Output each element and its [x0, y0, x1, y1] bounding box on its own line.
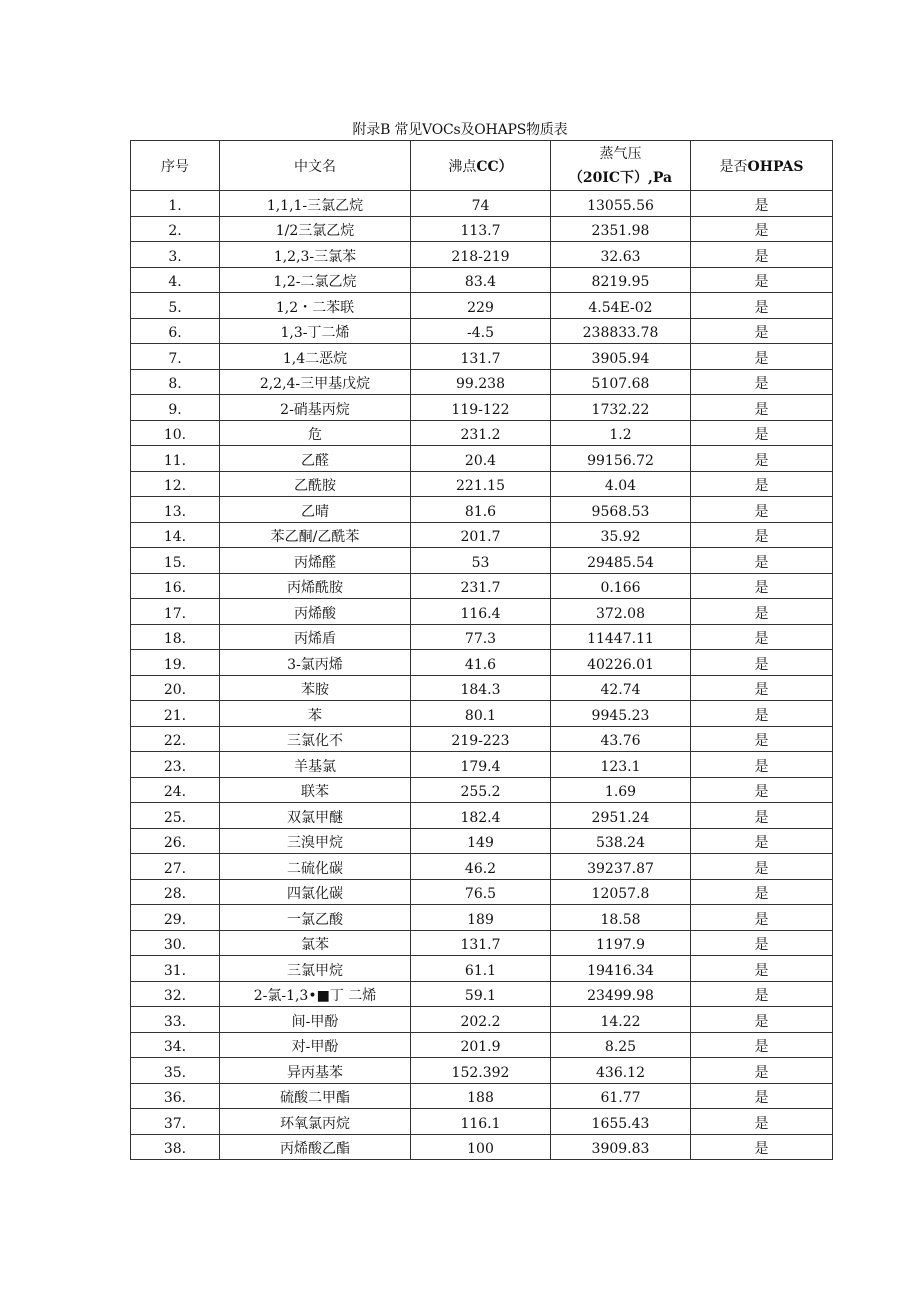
- cell-ohpas: 是: [691, 956, 833, 982]
- cell-boiling-point: 59.1: [411, 981, 551, 1007]
- header-is-ohpas-prefix: 是否: [719, 158, 748, 175]
- cell-boiling-point: -4.5: [411, 318, 551, 344]
- cell-ohpas: 是: [691, 242, 833, 268]
- header-is-ohpas-acronym: OHPAS: [747, 158, 804, 175]
- cell-boiling-point: 116.4: [411, 599, 551, 625]
- cell-boiling-point: 189: [411, 905, 551, 931]
- header-boiling-point: [411, 141, 551, 191]
- table-header: [131, 141, 833, 191]
- cell-index: 13.: [131, 497, 220, 523]
- cell-vapor-pressure: 9945.23: [551, 701, 691, 727]
- table-row: [131, 573, 833, 599]
- cell-boiling-point: 131.7: [411, 930, 551, 956]
- table-row: [131, 981, 833, 1007]
- cell-ohpas: 是: [691, 803, 833, 829]
- cell-vapor-pressure: 43.76: [551, 726, 691, 752]
- cell-boiling-point: 61.1: [411, 956, 551, 982]
- cell-vapor-pressure: 9568.53: [551, 497, 691, 523]
- cell-ohpas: 是: [691, 599, 833, 625]
- cell-boiling-point: 149: [411, 828, 551, 854]
- cell-name: 1,2,3-三氯苯: [220, 242, 411, 268]
- cell-boiling-point: 81.6: [411, 497, 551, 523]
- cell-ohpas: 是: [691, 1007, 833, 1033]
- table-row: [131, 267, 833, 293]
- cell-index: 27.: [131, 854, 220, 880]
- header-boiling-point-unit: CC）: [476, 158, 513, 175]
- table-row: [131, 369, 833, 395]
- cell-boiling-point: 218-219: [411, 242, 551, 268]
- cell-name: 苯乙酮/乙酰苯: [220, 522, 411, 548]
- cell-name: 丙烯醛: [220, 548, 411, 574]
- cell-index: 18.: [131, 624, 220, 650]
- voc-table: [130, 140, 833, 1160]
- table-row: [131, 726, 833, 752]
- cell-boiling-point: 221.15: [411, 471, 551, 497]
- cell-vapor-pressure: 23499.98: [551, 981, 691, 1007]
- cell-ohpas: 是: [691, 675, 833, 701]
- header-name: 中文名: [220, 141, 411, 191]
- table-row: [131, 1007, 833, 1033]
- cell-name: 环氧氯丙烷: [220, 1109, 411, 1135]
- cell-index: 37.: [131, 1109, 220, 1135]
- cell-index: 12.: [131, 471, 220, 497]
- cell-ohpas: 是: [691, 293, 833, 319]
- table-row: [131, 1058, 833, 1084]
- table-row: [131, 1032, 833, 1058]
- cell-boiling-point: 152.392: [411, 1058, 551, 1084]
- cell-vapor-pressure: 372.08: [551, 599, 691, 625]
- table-row: [131, 395, 833, 421]
- header-vapor-pressure: [551, 141, 691, 191]
- cell-index: 19.: [131, 650, 220, 676]
- cell-vapor-pressure: 1.69: [551, 777, 691, 803]
- cell-name: 1,2-二氯乙烷: [220, 267, 411, 293]
- cell-name: 3-氯丙烯: [220, 650, 411, 676]
- cell-boiling-point: 83.4: [411, 267, 551, 293]
- cell-ohpas: 是: [691, 548, 833, 574]
- cell-index: 29.: [131, 905, 220, 931]
- cell-name: 乙晴: [220, 497, 411, 523]
- cell-index: 6.: [131, 318, 220, 344]
- cell-ohpas: 是: [691, 752, 833, 778]
- cell-boiling-point: 46.2: [411, 854, 551, 880]
- table-row: [131, 1134, 833, 1160]
- table-row: [131, 191, 833, 217]
- cell-vapor-pressure: 1.2: [551, 420, 691, 446]
- cell-ohpas: 是: [691, 446, 833, 472]
- cell-vapor-pressure: 61.77: [551, 1083, 691, 1109]
- cell-name: 乙酰胺: [220, 471, 411, 497]
- cell-boiling-point: 100: [411, 1134, 551, 1160]
- table-row: [131, 905, 833, 931]
- table-row: [131, 701, 833, 727]
- cell-index: 31.: [131, 956, 220, 982]
- table-row: [131, 420, 833, 446]
- cell-vapor-pressure: 11447.11: [551, 624, 691, 650]
- table-row: [131, 854, 833, 880]
- cell-vapor-pressure: 12057.8: [551, 879, 691, 905]
- cell-vapor-pressure: 1655.43: [551, 1109, 691, 1135]
- cell-ohpas: 是: [691, 879, 833, 905]
- cell-boiling-point: 219-223: [411, 726, 551, 752]
- cell-ohpas: 是: [691, 726, 833, 752]
- cell-index: 32.: [131, 981, 220, 1007]
- table-row: [131, 344, 833, 370]
- cell-vapor-pressure: 0.166: [551, 573, 691, 599]
- cell-index: 30.: [131, 930, 220, 956]
- cell-ohpas: 是: [691, 1032, 833, 1058]
- cell-name: 一氯乙酸: [220, 905, 411, 931]
- cell-vapor-pressure: 538.24: [551, 828, 691, 854]
- cell-name: 乙醛: [220, 446, 411, 472]
- cell-index: 21.: [131, 701, 220, 727]
- cell-name: 1,3-丁二烯: [220, 318, 411, 344]
- cell-vapor-pressure: 14.22: [551, 1007, 691, 1033]
- cell-ohpas: 是: [691, 624, 833, 650]
- cell-name: 羊基氯: [220, 752, 411, 778]
- cell-name: 1,4二恶烷: [220, 344, 411, 370]
- table-row: [131, 777, 833, 803]
- cell-index: 33.: [131, 1007, 220, 1033]
- cell-boiling-point: 119-122: [411, 395, 551, 421]
- cell-ohpas: 是: [691, 318, 833, 344]
- cell-index: 34.: [131, 1032, 220, 1058]
- cell-ohpas: 是: [691, 522, 833, 548]
- cell-name: 1,1,1-三氯乙烷: [220, 191, 411, 217]
- cell-name: 苯: [220, 701, 411, 727]
- cell-index: 35.: [131, 1058, 220, 1084]
- cell-boiling-point: 202.2: [411, 1007, 551, 1033]
- cell-vapor-pressure: 99156.72: [551, 446, 691, 472]
- cell-ohpas: 是: [691, 828, 833, 854]
- cell-ohpas: 是: [691, 981, 833, 1007]
- table-row: [131, 956, 833, 982]
- cell-index: 23.: [131, 752, 220, 778]
- cell-ohpas: 是: [691, 777, 833, 803]
- cell-boiling-point: 184.3: [411, 675, 551, 701]
- cell-name: 2-硝基丙烷: [220, 395, 411, 421]
- cell-index: 11.: [131, 446, 220, 472]
- cell-name: 异丙基苯: [220, 1058, 411, 1084]
- cell-index: 2.: [131, 216, 220, 242]
- table-row: [131, 1083, 833, 1109]
- table-row: [131, 599, 833, 625]
- cell-ohpas: 是: [691, 573, 833, 599]
- cell-ohpas: 是: [691, 1109, 833, 1135]
- cell-name: 联苯: [220, 777, 411, 803]
- table-row: [131, 879, 833, 905]
- cell-vapor-pressure: 3909.83: [551, 1134, 691, 1160]
- cell-name: 双氯甲醚: [220, 803, 411, 829]
- cell-name: 三氯化不: [220, 726, 411, 752]
- cell-index: 20.: [131, 675, 220, 701]
- cell-boiling-point: 113.7: [411, 216, 551, 242]
- cell-name: 1,2・二苯联: [220, 293, 411, 319]
- cell-boiling-point: 231.2: [411, 420, 551, 446]
- cell-ohpas: 是: [691, 854, 833, 880]
- cell-ohpas: 是: [691, 471, 833, 497]
- cell-boiling-point: 201.7: [411, 522, 551, 548]
- cell-name: 2,2,4-三甲基戊烷: [220, 369, 411, 395]
- cell-boiling-point: 99.238: [411, 369, 551, 395]
- table-row: [131, 522, 833, 548]
- table-body: [131, 191, 833, 1160]
- cell-boiling-point: 77.3: [411, 624, 551, 650]
- cell-name: 丙烯酸: [220, 599, 411, 625]
- cell-boiling-point: 255.2: [411, 777, 551, 803]
- cell-name: 1/2三氯乙烷: [220, 216, 411, 242]
- cell-index: 7.: [131, 344, 220, 370]
- header-index: 序号: [131, 141, 220, 191]
- cell-index: 17.: [131, 599, 220, 625]
- cell-index: 38.: [131, 1134, 220, 1160]
- cell-ohpas: 是: [691, 369, 833, 395]
- cell-vapor-pressure: 8219.95: [551, 267, 691, 293]
- header-is-ohpas: [691, 141, 833, 191]
- cell-name: 丙烯酰胺: [220, 573, 411, 599]
- cell-name: 危: [220, 420, 411, 446]
- cell-index: 26.: [131, 828, 220, 854]
- cell-ohpas: 是: [691, 1083, 833, 1109]
- cell-vapor-pressure: 123.1: [551, 752, 691, 778]
- cell-ohpas: 是: [691, 395, 833, 421]
- cell-boiling-point: 74: [411, 191, 551, 217]
- table-row: [131, 548, 833, 574]
- table-row: [131, 216, 833, 242]
- cell-name: 2-氯-1,3•■丁 二烯: [220, 981, 411, 1007]
- cell-vapor-pressure: 40226.01: [551, 650, 691, 676]
- cell-vapor-pressure: 436.12: [551, 1058, 691, 1084]
- cell-index: 15.: [131, 548, 220, 574]
- cell-ohpas: 是: [691, 420, 833, 446]
- cell-index: 25.: [131, 803, 220, 829]
- cell-ohpas: 是: [691, 191, 833, 217]
- header-boiling-point-prefix: 沸点: [448, 158, 477, 175]
- table-row: [131, 242, 833, 268]
- cell-vapor-pressure: 5107.68: [551, 369, 691, 395]
- table-row: [131, 828, 833, 854]
- cell-vapor-pressure: 19416.34: [551, 956, 691, 982]
- cell-index: 16.: [131, 573, 220, 599]
- table-row: [131, 752, 833, 778]
- cell-index: 4.: [131, 267, 220, 293]
- cell-index: 14.: [131, 522, 220, 548]
- cell-index: 10.: [131, 420, 220, 446]
- header-row: [131, 141, 833, 191]
- cell-index: 5.: [131, 293, 220, 319]
- cell-vapor-pressure: 18.58: [551, 905, 691, 931]
- header-vapor-pressure-line2: （20IC下）,Pa: [568, 169, 673, 186]
- cell-name: 对-甲酚: [220, 1032, 411, 1058]
- cell-name: 硫酸二甲酯: [220, 1083, 411, 1109]
- cell-vapor-pressure: 39237.87: [551, 854, 691, 880]
- cell-vapor-pressure: 2351.98: [551, 216, 691, 242]
- cell-vapor-pressure: 8.25: [551, 1032, 691, 1058]
- cell-index: 24.: [131, 777, 220, 803]
- cell-boiling-point: 131.7: [411, 344, 551, 370]
- table-row: [131, 930, 833, 956]
- cell-boiling-point: 53: [411, 548, 551, 574]
- cell-boiling-point: 229: [411, 293, 551, 319]
- cell-ohpas: 是: [691, 267, 833, 293]
- cell-vapor-pressure: 42.74: [551, 675, 691, 701]
- cell-boiling-point: 182.4: [411, 803, 551, 829]
- cell-ohpas: 是: [691, 650, 833, 676]
- table-row: [131, 1109, 833, 1135]
- table-row: [131, 497, 833, 523]
- cell-index: 1.: [131, 191, 220, 217]
- table-row: [131, 471, 833, 497]
- cell-index: 9.: [131, 395, 220, 421]
- cell-name: 丙烯酸乙酯: [220, 1134, 411, 1160]
- cell-name: 氯苯: [220, 930, 411, 956]
- table-row: [131, 650, 833, 676]
- cell-index: 3.: [131, 242, 220, 268]
- cell-vapor-pressure: 2951.24: [551, 803, 691, 829]
- cell-vapor-pressure: 3905.94: [551, 344, 691, 370]
- cell-ohpas: 是: [691, 216, 833, 242]
- cell-name: 三溴甲烷: [220, 828, 411, 854]
- cell-vapor-pressure: 4.04: [551, 471, 691, 497]
- cell-boiling-point: 201.9: [411, 1032, 551, 1058]
- cell-vapor-pressure: 35.92: [551, 522, 691, 548]
- cell-name: 苯胺: [220, 675, 411, 701]
- cell-index: 22.: [131, 726, 220, 752]
- cell-vapor-pressure: 29485.54: [551, 548, 691, 574]
- cell-name: 四氯化碳: [220, 879, 411, 905]
- cell-name: 丙烯盾: [220, 624, 411, 650]
- cell-index: 28.: [131, 879, 220, 905]
- table-row: [131, 318, 833, 344]
- cell-ohpas: 是: [691, 701, 833, 727]
- cell-boiling-point: 231.7: [411, 573, 551, 599]
- table-row: [131, 446, 833, 472]
- cell-boiling-point: 76.5: [411, 879, 551, 905]
- cell-name: 间-甲酚: [220, 1007, 411, 1033]
- cell-index: 8.: [131, 369, 220, 395]
- cell-boiling-point: 179.4: [411, 752, 551, 778]
- cell-vapor-pressure: 4.54E-02: [551, 293, 691, 319]
- cell-index: 36.: [131, 1083, 220, 1109]
- header-vapor-pressure-line1: 蒸气压: [599, 145, 642, 162]
- cell-vapor-pressure: 1732.22: [551, 395, 691, 421]
- cell-name: 三氯甲烷: [220, 956, 411, 982]
- cell-boiling-point: 20.4: [411, 446, 551, 472]
- cell-vapor-pressure: 32.63: [551, 242, 691, 268]
- cell-ohpas: 是: [691, 1134, 833, 1160]
- cell-ohpas: 是: [691, 905, 833, 931]
- table-row: [131, 675, 833, 701]
- table-row: [131, 624, 833, 650]
- page-title: 附录B 常见VOCs及OHAPS物质表: [352, 122, 568, 138]
- cell-boiling-point: 188: [411, 1083, 551, 1109]
- cell-name: 二硫化碳: [220, 854, 411, 880]
- cell-ohpas: 是: [691, 497, 833, 523]
- table-row: [131, 293, 833, 319]
- cell-vapor-pressure: 13055.56: [551, 191, 691, 217]
- cell-vapor-pressure: 238833.78: [551, 318, 691, 344]
- cell-vapor-pressure: 1197.9: [551, 930, 691, 956]
- table-row: [131, 803, 833, 829]
- cell-boiling-point: 116.1: [411, 1109, 551, 1135]
- cell-ohpas: 是: [691, 1058, 833, 1084]
- cell-boiling-point: 41.6: [411, 650, 551, 676]
- cell-ohpas: 是: [691, 930, 833, 956]
- cell-boiling-point: 80.1: [411, 701, 551, 727]
- cell-ohpas: 是: [691, 344, 833, 370]
